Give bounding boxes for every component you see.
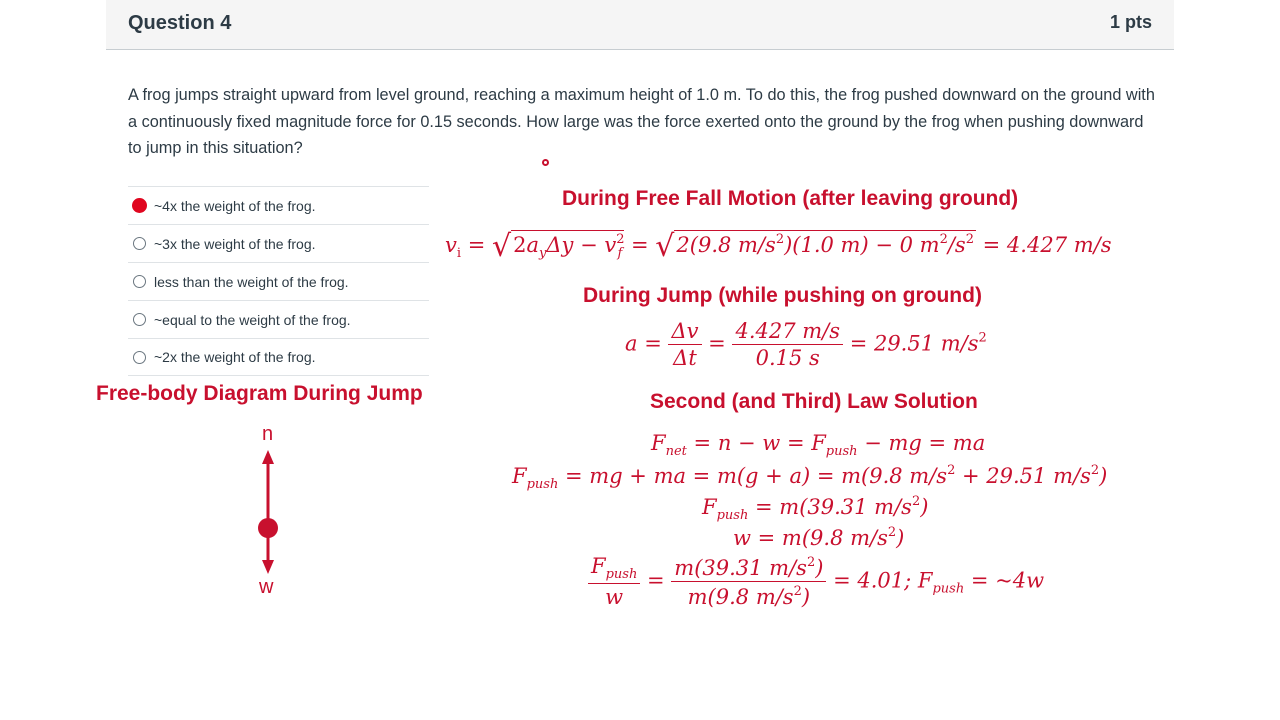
answer-label: ~equal to the weight of the frog. [154,311,351,328]
radio-icon[interactable] [133,313,146,326]
eq-text: 2 [513,233,527,257]
eq-text: v [445,233,457,257]
eq-text: F [512,464,527,488]
eq-text: ) [1099,464,1108,488]
eq-sup: 2 [939,232,948,247]
answer-label: ~4x the weight of the frog. [154,197,316,214]
question-header [106,0,1174,50]
eq-text: = [624,233,656,257]
radio-icon[interactable] [133,237,146,250]
eq-text: = [461,233,492,257]
eq-text: a [526,233,540,257]
eq-sub: net [665,444,687,459]
eq-sup: 2 [887,525,897,540]
eq-sub: push [932,581,965,597]
eq-text: 4.427 m/s [732,321,843,345]
eq-text: = [701,331,733,356]
eq-text: )(1.0 m) − 0 m [784,233,940,257]
accel-equation [625,321,987,369]
eq-sup: 2 [911,494,921,509]
radical-icon: √ [492,229,512,264]
eq-text: = 29.51 m/s [843,331,979,356]
answer-option-1[interactable] [128,186,429,224]
cursor-indicator-icon [542,159,549,166]
eq-text: F [591,554,606,578]
frog-point-icon [258,518,278,538]
fraction [671,556,826,608]
eq-text: ) [815,556,824,580]
eq-sup: 2 [616,232,625,247]
question-text: A frog jumps straight upward from level ground, reaching a maximum height of 1.0 m. To do this, the frog pushed downward on the ground with a continuously fixed magnitude force for 0.15 seconds. How large was the force exerted onto the ground by the frog when pushing downward to jump in this situation? [128,86,1155,157]
question-points: 1 pts [1109,12,1152,32]
answer-option-2[interactable] [128,224,429,262]
law-equation-1 [651,433,985,458]
fbd-heading: Free-body Diagram During Jump [96,382,423,405]
fraction-numerator [671,556,826,582]
eq-sup: 2 [1090,463,1100,478]
fraction [588,556,640,608]
fraction [668,321,701,369]
eq-text: m(39.31 m/s [674,556,807,580]
answer-option-5[interactable] [128,338,429,376]
ratio-equation [588,556,1044,608]
eq-text: = m(39.31 m/s [748,495,912,519]
answer-option-3[interactable] [128,262,429,300]
eq-sub: push [605,567,638,582]
eq-text: = n − w = F [686,431,826,455]
fraction-numerator [588,556,640,584]
eq-sub: f [617,246,623,261]
normal-arrow-icon [262,450,274,464]
answer-label: ~2x the weight of the frog. [154,349,316,365]
vi-equation [445,230,1112,262]
radio-icon[interactable] [133,351,146,364]
sqrt-group [674,230,976,256]
eq-sup: 2 [793,584,802,599]
law-equation-2 [512,464,1107,491]
answer-option-4[interactable] [128,300,429,338]
eq-sub: i [456,246,462,261]
eq-text: ) [801,585,811,609]
eq-text: = mg + ma = m(g + a) = m(9.8 m/s [558,464,948,488]
law-equation-4 [733,526,904,549]
eq-sub: push [716,508,749,523]
eq-text: F [651,431,666,455]
eq-text: = [640,568,672,593]
eq-text: = 4.01; F [826,568,933,593]
radical-icon: √ [655,229,675,264]
answer-label: ~3x the weight of the frog. [154,235,316,252]
eq-text: = 4.427 m/s [975,233,1112,257]
eq-text: + 29.51 m/s [955,464,1091,488]
eq-text: Δt [673,346,697,370]
radio-icon[interactable] [133,275,146,288]
fraction-denominator [671,582,826,608]
fbd-weight-label: w [259,576,274,598]
law-equation-3 [702,495,928,522]
eq-sup: 2 [978,330,987,346]
eq-sup: 2 [965,232,974,247]
eq-text: w = m(9.8 m/s [733,526,888,550]
question-title: Question 4 [128,12,232,34]
weight-arrow-icon [262,560,274,574]
eq-text: 0.15 s [755,346,820,370]
eq-text: a = [625,331,669,356]
eq-text: ) [896,526,905,550]
jump-heading: During Jump (while pushing on ground) [583,284,982,307]
eq-text: = ~4w [964,568,1045,593]
eq-sup: 2 [775,232,785,247]
fraction [732,321,843,369]
law-heading: Second (and Third) Law Solution [650,390,978,413]
sqrt-group [511,230,624,260]
eq-text: /s [947,233,966,257]
eq-sub: push [526,477,559,492]
eq-text: 2(9.8 m/s [676,233,776,257]
radio-selected-icon[interactable] [132,198,147,213]
answer-list [128,186,429,376]
fbd-normal-label: n [262,423,274,445]
freefall-heading: During Free Fall Motion (after leaving ground) [562,187,1019,210]
eq-text: m(9.8 m/s [687,585,794,609]
eq-text: − mg = ma [857,431,986,455]
eq-text: w [605,585,624,609]
eq-sup: 2 [947,463,956,478]
eq-sub: y [539,246,547,261]
answer-label: less than the weight of the frog. [154,273,349,290]
eq-text: Δy − v [546,233,617,257]
eq-text: Δv [668,321,701,345]
free-body-diagram [250,448,290,576]
eq-sup: 2 [806,555,816,570]
eq-sub: push [825,444,858,459]
eq-text: F [702,495,717,519]
eq-text: ) [920,495,929,519]
